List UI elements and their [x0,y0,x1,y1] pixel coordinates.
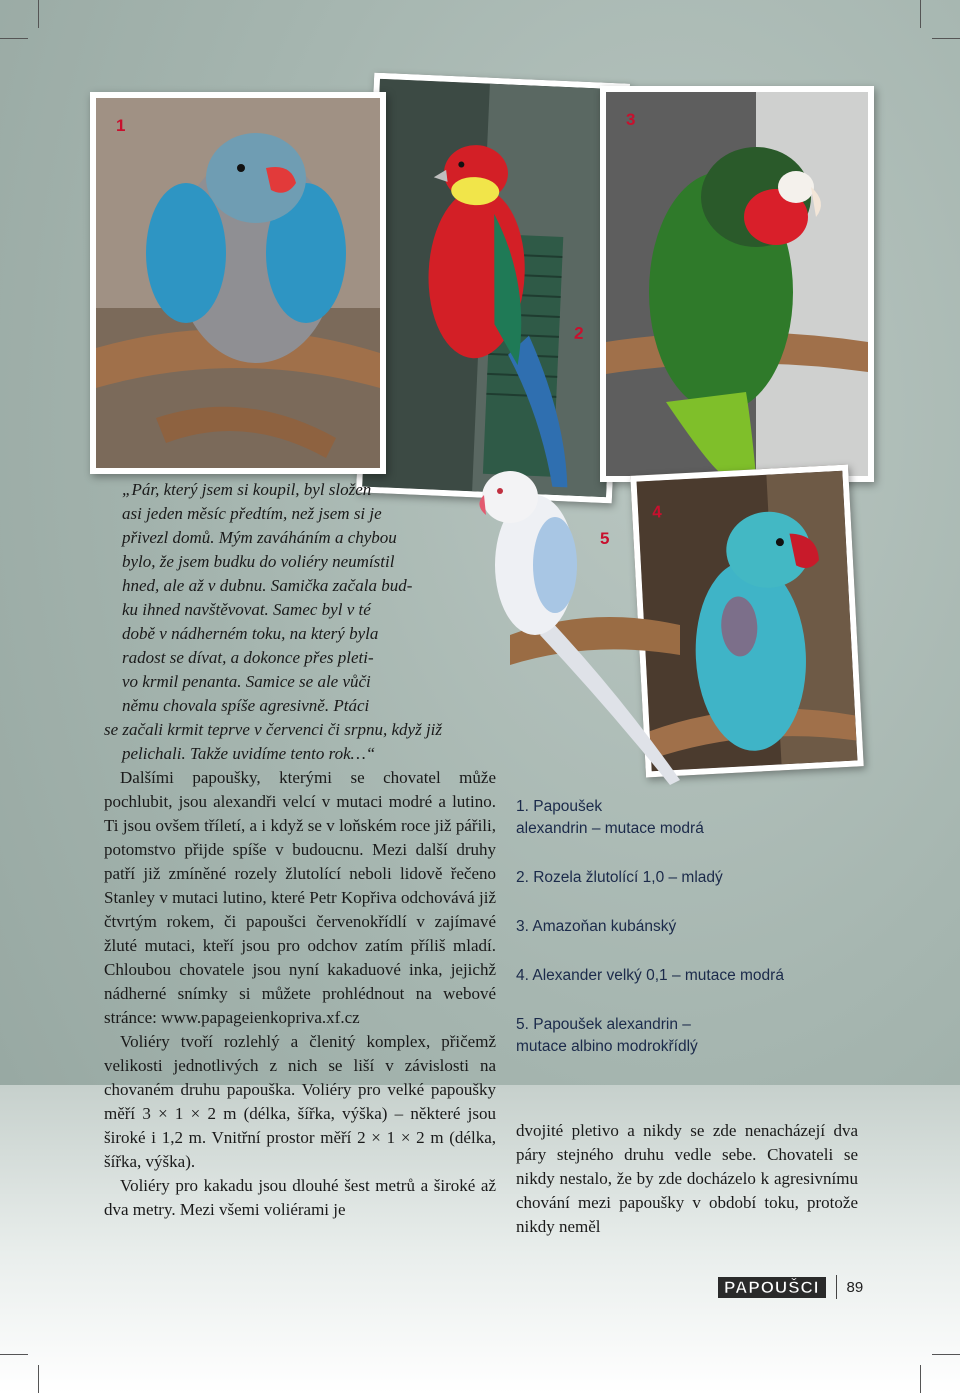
photo-number: 5 [600,529,610,548]
caption-line: alexandrin – mutace modrá [516,820,704,837]
caption-1 [516,796,856,840]
caption-line: 1. Papoušek [516,798,603,815]
crop-mark [932,38,960,39]
crop-mark [38,0,39,28]
caption-5 [516,1014,856,1058]
quote-line: bylo, že jsem budku do voliéry neumístil [122,552,395,571]
page-number: 89 [846,1278,864,1296]
photo-5 [470,455,690,785]
photo-number: 4 [651,502,663,522]
quote-line: se začali krmit teprve v červenci či srpnu, když již [104,720,443,739]
quote-line: vo krmil penanta. Samice se ale vůči [122,672,371,691]
quote-block [104,478,496,766]
caption-line: 5. Papoušek alexandrin – [516,1016,691,1033]
rosella-illustration [362,79,624,497]
caption-line: 2. Rozela žlutolící 1,0 – mladý [516,869,723,886]
article-paragraph: Dalšími papoušky, kterými se chovatel může pochlubit, jsou alexandři velcí v mutaci modré a lutino. Ti jsou ovšem tříletí, a i když se v loňském roce již pářili, potomstvo přijde spíše v budoucnu. Mezi další druhy patří již zmíněné rozely žlutolící neboli lidově řečeno Stanley v mutaci lutino, které Petr Kopřiva odchovává již čtvrtým rokem, či papoušci červenokřídlí v zajímavé žluté mutaci, kteří jsou pro odchov zatím příliš mladí. Chloubou chovatele jsou nyní kakaduové inka, jejichž nádherné snímky si můžete prohlédnout na webové stránce: www.papageienkopriva.xf.cz [104,768,496,1027]
quote-line: přivezl domů. Mým zaváháním a chybou [122,528,397,547]
magazine-brand: PAPOUŠCI [718,1277,826,1298]
article-paragraph: Voliéry pro kakadu jsou dlouhé šest metrů a široké až dva metry. Mezi všemi voliérami je [104,1176,496,1219]
caption-2 [516,867,856,889]
photo-number: 1 [116,116,126,135]
quote-line: „Pár, který jsem si koupil, byl složen [122,480,372,499]
quote-line: době v nádherném toku, na který byla [122,624,379,643]
photo-1 [90,92,386,474]
article-right-column [516,1119,858,1239]
crop-mark [38,1365,39,1393]
quote-line: ku ihned navštěvovat. Samec byl v té [122,600,371,619]
quote-line: hned, ale až v dubnu. Samička začala bud- [122,576,413,595]
amazon-illustration [606,92,868,476]
caption-line: 3. Amazoňan kubánský [516,918,677,935]
page-footer [718,1272,863,1302]
caption-3 [516,916,856,938]
crop-mark [920,1365,921,1393]
photo-2 [356,73,630,504]
footer-divider [836,1275,837,1299]
quote-line: asi jeden měsíc předtím, než jsem si je [122,504,382,523]
photo-number: 2 [573,323,584,343]
article-paragraph: Voliéry tvoří rozlehlý a členitý komplex, přičemž velikosti jednotlivých z nich se liší v závislosti na chovaném druhu papouška. Voliéry pro velké papoušky měří 3 × 1 × 2 m (délka, šířka, výška) – některé jsou široké i 1,2 m. Vnitřní prostor měří 2 × 1 × 2 m (délka, šířka, výška). [104,1032,496,1171]
article-left-column [104,478,496,1222]
quote-line: radost se dívat, a dokonce přes pleti- [122,648,374,667]
crop-mark [920,0,921,28]
parakeet-illustration [96,98,380,468]
crop-mark [0,1354,28,1355]
article-paragraph: dvojité pletivo a nikdy se zde nenacházejí dva páry stejného druhu vedle sebe. Chovateli se nikdy nestalo, že by zde docházelo k agresivnímu chování mezi papoušky v období toku, protože nikdy neměl [516,1121,858,1236]
caption-line: 4. Alexander velký 0,1 – mutace modrá [516,967,784,984]
albino-alexandrine-illustration [470,455,690,785]
crop-mark [0,38,28,39]
photo-captions [516,796,856,1085]
photo-3 [600,86,874,482]
caption-4 [516,965,856,987]
quote-line: pelichali. Takže uvidíme tento rok…“ [122,744,376,763]
quote-line: němu chovala spíše agresivně. Ptáci [122,696,370,715]
caption-line: mutace albino modrokřídlý [516,1038,698,1055]
photo-number: 3 [626,110,636,129]
crop-mark [932,1354,960,1355]
